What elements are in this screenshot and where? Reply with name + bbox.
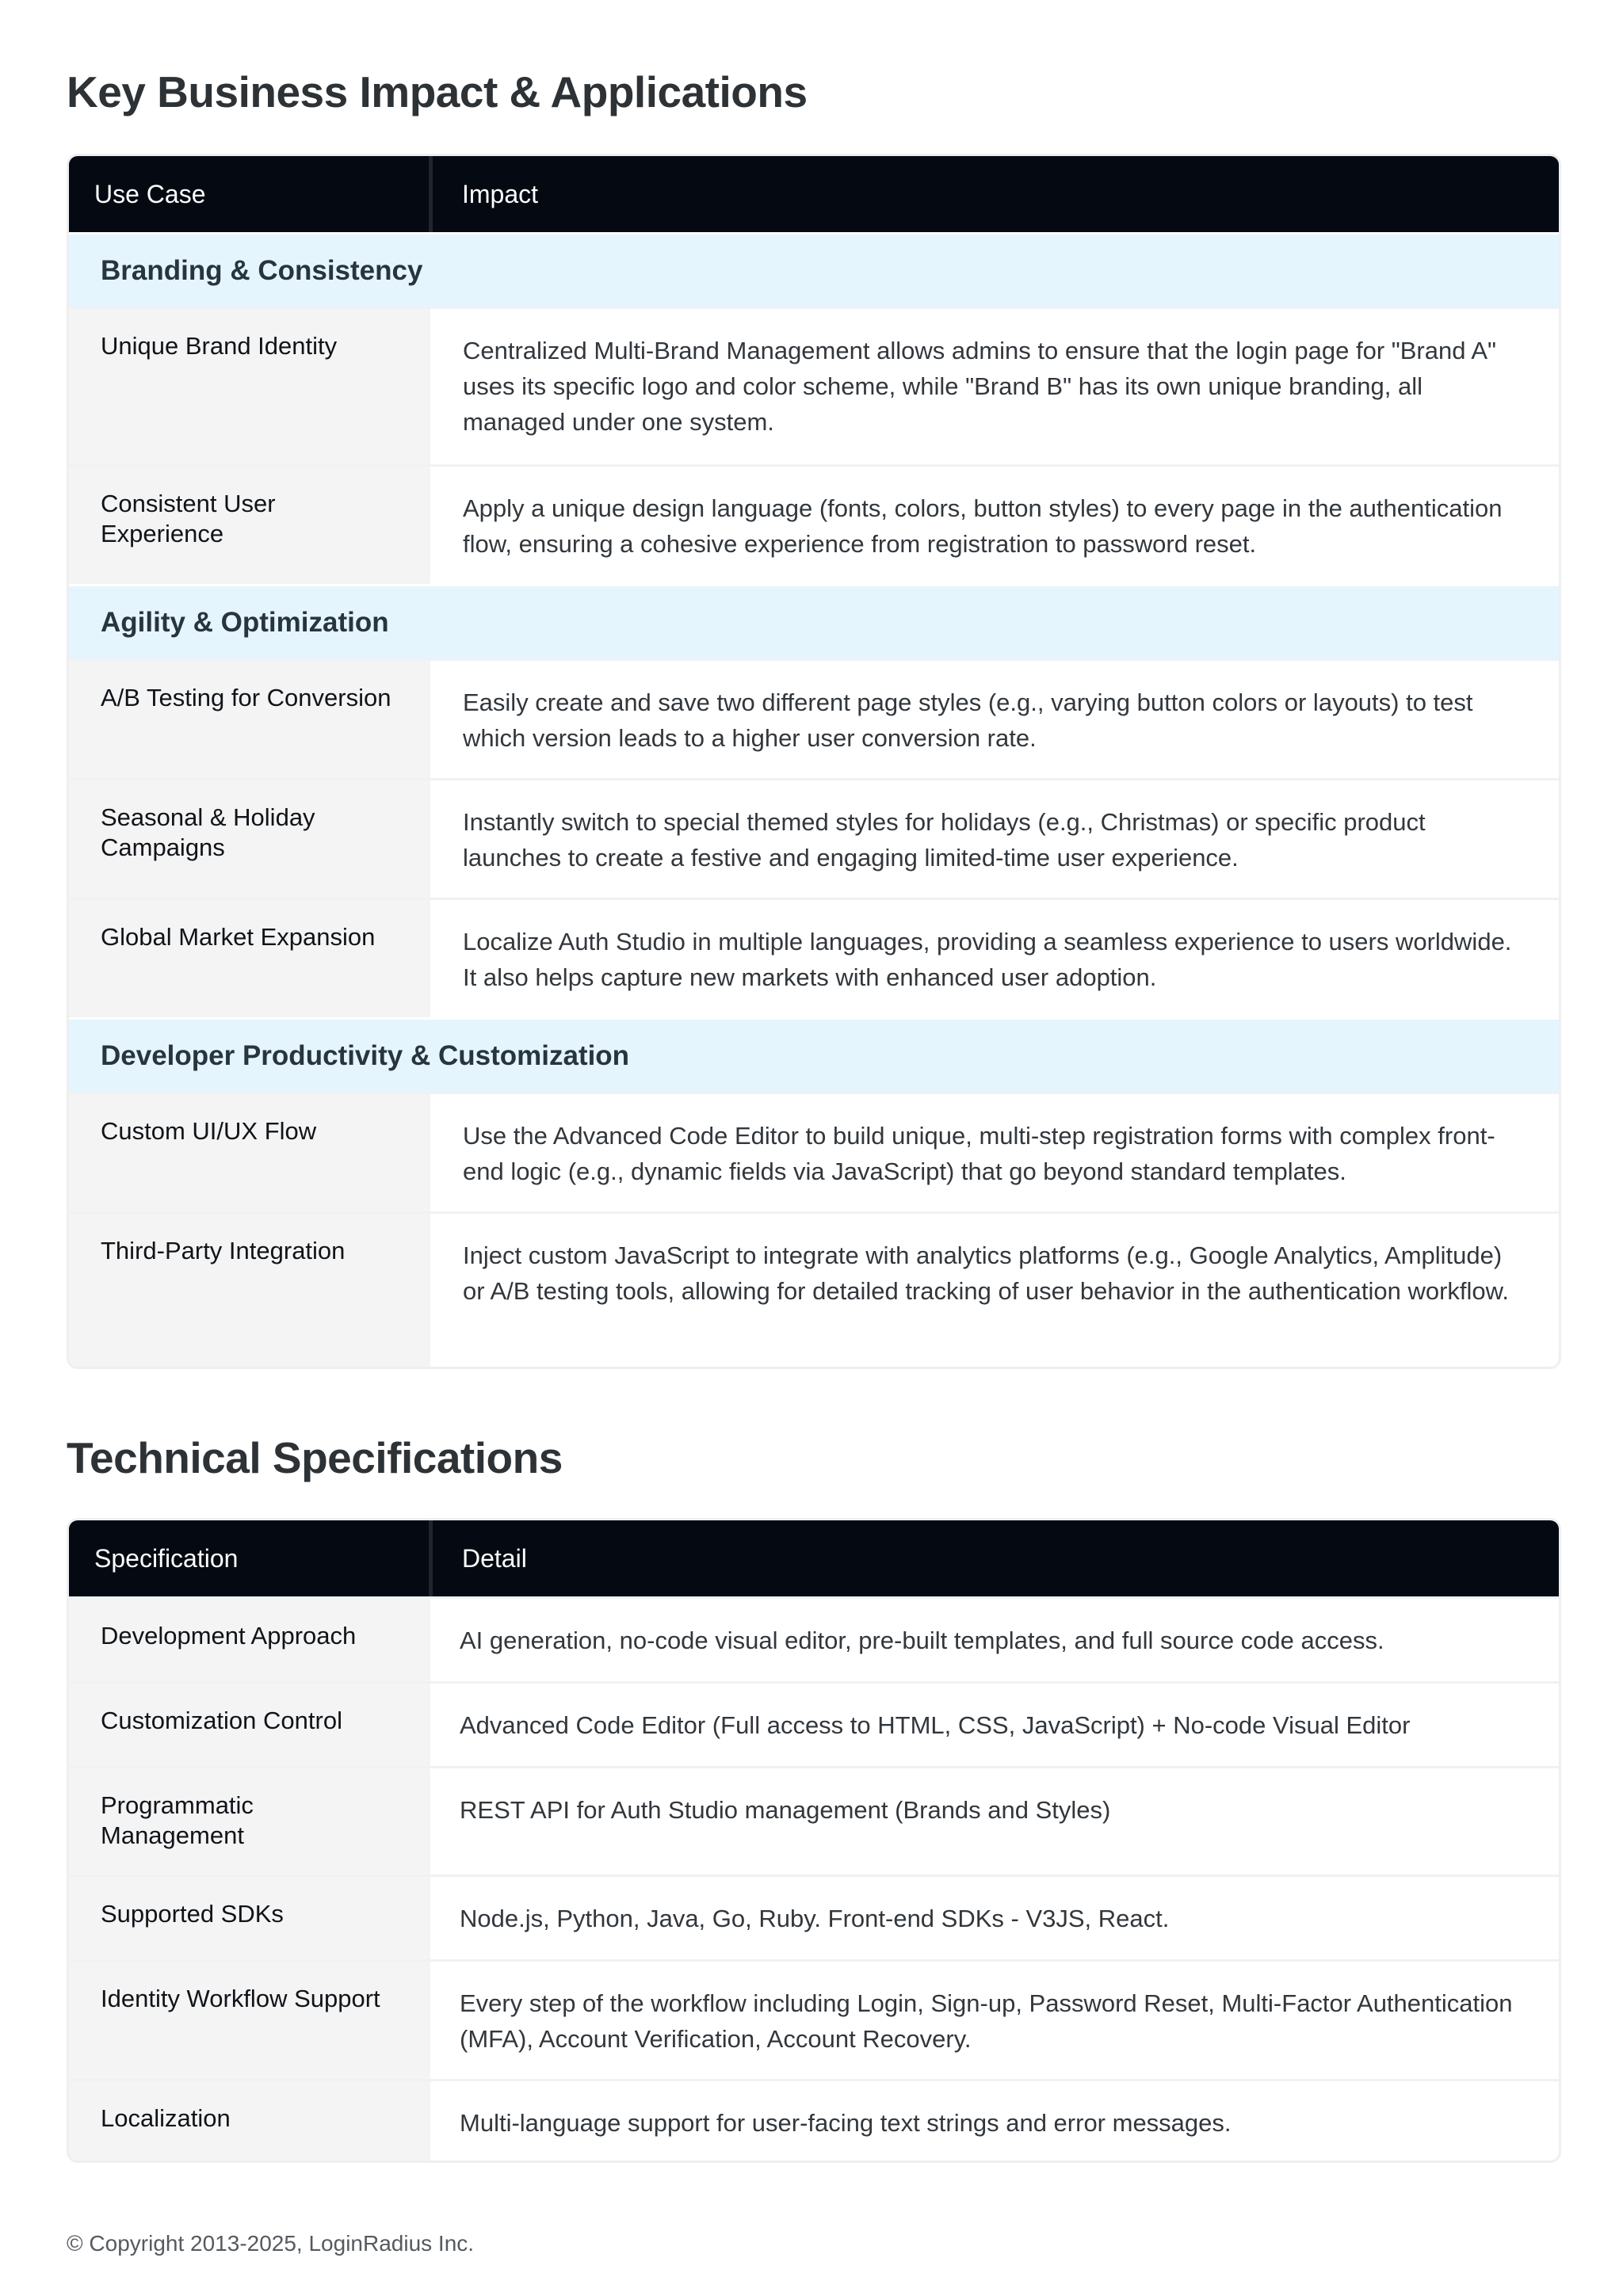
- spec-detail: Every step of the workflow including Login, Sign-up, Password Reset, Multi-Factor Authentication (MFA), Account Verification, Account Recovery.: [460, 1989, 1513, 2053]
- impact-text: Localize Auth Studio in multiple languages, providing a seamless experience to users worldwide. It also helps capture new markets with enhanced user adoption.: [463, 928, 1512, 991]
- table-row: [69, 1766, 1559, 1875]
- spec-label: Identity Workflow Support: [69, 1962, 433, 2079]
- table-header: [69, 1520, 1559, 1596]
- spec-detail: AI generation, no-code visual editor, pre-built templates, and full source code access.: [460, 1627, 1384, 1654]
- use-case-label: Custom UI/UX Flow: [69, 1094, 433, 1211]
- use-case-label: Unique Brand Identity: [69, 309, 433, 464]
- table-row: [69, 307, 1559, 464]
- table-row: [69, 1596, 1559, 1681]
- table-header: [69, 156, 1559, 232]
- table-row: [69, 898, 1559, 1017]
- spec-label: Programmatic Management: [69, 1768, 433, 1875]
- impact-text: Centralized Multi-Brand Management allows admins to ensure that the login page for "Brand A" uses its specific logo and color scheme, while "Brand B" has its own unique branding, all managed under one system.: [463, 337, 1497, 436]
- use-case-label: Consistent User Experience: [69, 467, 433, 584]
- group-header-branding: Branding & Consistency: [69, 232, 1559, 307]
- spec-label: Development Approach: [69, 1599, 433, 1681]
- table-row: [69, 1092, 1559, 1211]
- impact-text: Apply a unique design language (fonts, colors, button styles) to every page in the authentication flow, ensuring a cohesive experience from registration to password reset.: [463, 494, 1503, 558]
- table-row: [69, 778, 1559, 898]
- spec-label: Customization Control: [69, 1684, 433, 1766]
- impact-text: Use the Advanced Code Editor to build unique, multi-step registration forms with complex front-end logic (e.g., dynamic fields via JavaScript) that go beyond standard templates.: [463, 1122, 1495, 1185]
- section-title-technical-specs: Technical Specifications: [67, 1433, 563, 1482]
- column-header-specification: Specification: [69, 1520, 433, 1596]
- spec-label: Localization: [69, 2081, 433, 2161]
- section-title-business-impact: Key Business Impact & Applications: [67, 67, 808, 116]
- impact-text: Easily create and save two different page styles (e.g., varying button colors or layouts) to test which version leads to a higher user conversion rate.: [463, 688, 1473, 752]
- table-row: [69, 1211, 1559, 1367]
- table-row: [69, 2079, 1559, 2161]
- spec-detail: Multi-language support for user-facing text strings and error messages.: [460, 2109, 1232, 2137]
- impact-text: Instantly switch to special themed styles for holidays (e.g., Christmas) or specific product launches to create a festive and engaging limited-time user experience.: [463, 808, 1426, 871]
- use-case-label: Third-Party Integration: [69, 1214, 433, 1367]
- table-row: [69, 1959, 1559, 2079]
- table-row: [69, 658, 1559, 778]
- group-header-agility: Agility & Optimization: [69, 584, 1559, 658]
- column-header-use-case: Use Case: [69, 156, 433, 232]
- technical-specs-table: [67, 1518, 1561, 2163]
- spec-detail: REST API for Auth Studio management (Brands and Styles): [460, 1796, 1111, 1824]
- footer-copyright: © Copyright 2013-2025, LoginRadius Inc.: [67, 2231, 475, 2256]
- spec-detail: Node.js, Python, Java, Go, Ruby. Front-end SDKs - V3JS, React.: [460, 1905, 1170, 1932]
- spec-detail: Advanced Code Editor (Full access to HTML, CSS, JavaScript) + No-code Visual Editor: [460, 1711, 1411, 1739]
- column-header-detail: Detail: [462, 1543, 527, 1573]
- use-case-label: Seasonal & Holiday Campaigns: [69, 780, 433, 898]
- use-case-label: Global Market Expansion: [69, 900, 433, 1017]
- table-row: [69, 1681, 1559, 1766]
- spec-label: Supported SDKs: [69, 1877, 433, 1959]
- business-impact-table: [67, 154, 1561, 1369]
- use-case-label: A/B Testing for Conversion: [69, 661, 433, 778]
- group-header-developer: Developer Productivity & Customization: [69, 1017, 1559, 1092]
- table-row: [69, 1875, 1559, 1959]
- impact-text: Inject custom JavaScript to integrate with analytics platforms (e.g., Google Analytics, Amplitude) or A/B testing tools, allowing for detailed tracking of user behavior in the authentication workflow.: [463, 1241, 1509, 1305]
- table-row: [69, 464, 1559, 584]
- column-header-impact: Impact: [462, 179, 539, 208]
